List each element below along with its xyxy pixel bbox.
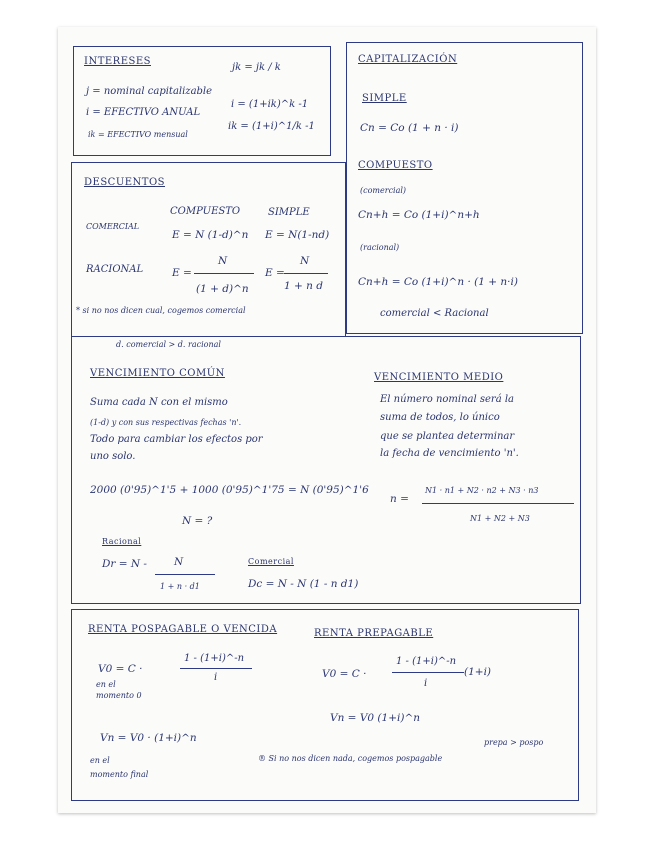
rentas-v0-num: 1 - (1+i)^-n xyxy=(184,653,245,664)
venc-medio-line-2: suma de todos, lo único xyxy=(380,412,500,423)
rentas-pre-vn-formula: Vn = V0 (1+i)^n xyxy=(330,712,421,724)
capitalizacion-racional-label: (racional) xyxy=(360,243,400,252)
rentas-pre-v0-den: i xyxy=(424,678,428,689)
capitalizacion-comercial-formula: Cn+h = Co (1+i)^n+h xyxy=(358,209,480,221)
descuentos-comercial-simple: E = N(1-nd) xyxy=(265,229,330,241)
rentas-vn-formula: Vn = V0 · (1+i)^n xyxy=(100,732,197,744)
intereses-formula-2: ik = (1+i)^1/k -1 xyxy=(228,121,315,132)
capitalizacion-title: CAPITALIZACIÓN xyxy=(358,54,458,65)
venc-comun-racional-lhs: Dr = N - xyxy=(102,558,147,570)
venc-comun-n-question: N = ? xyxy=(182,515,213,527)
rentas-vn-note-2: momento final xyxy=(90,770,149,779)
venc-medio-denominator: N1 + N2 + N3 xyxy=(470,514,530,523)
intereses-line-3: ik = EFECTIVO mensual xyxy=(88,130,188,139)
venc-comun-racional-heading: Racional xyxy=(102,537,142,546)
rentas-pospagable-title: RENTA POSPAGABLE O VENCIDA xyxy=(88,624,278,635)
intereses-line-1: j = nominal capitalizable xyxy=(86,86,213,97)
venc-medio-line-1: El número nominal será la xyxy=(380,394,514,405)
rentas-note: ® Si no nos dicen nada, cogemos pospagable xyxy=(258,754,443,763)
capitalizacion-simple-formula: Cn = Co (1 + n · i) xyxy=(360,122,459,134)
descuentos-col-simple: SIMPLE xyxy=(268,207,310,218)
venc-medio-line-4: la fecha de vencimiento 'n'. xyxy=(380,448,519,459)
venc-medio-title: VENCIMIENTO MEDIO xyxy=(374,372,504,383)
descuentos-compare: d. comercial > d. racional xyxy=(116,340,221,349)
rentas-v0-den: i xyxy=(214,672,218,683)
rentas-pre-v0-bar xyxy=(392,672,464,673)
descuentos-racional-compuesto-den: (1 + d)^n xyxy=(196,283,249,295)
rentas-v0-bar xyxy=(180,668,252,669)
rentas-pre-v0-lhs: V0 = C · xyxy=(322,668,367,680)
venc-medio-line-3: que se plantea determinar xyxy=(380,431,515,442)
intereses-formula-top: jk = jk / k xyxy=(232,62,281,73)
venc-comun-comercial-heading: Comercial xyxy=(248,557,294,566)
descuentos-racional-compuesto-num: N xyxy=(218,255,228,267)
descuentos-racional-simple-den: 1 + n d xyxy=(284,280,323,292)
descuentos-col-compuesto: COMPUESTO xyxy=(170,206,241,217)
venc-medio-bar xyxy=(422,503,574,504)
intereses-line-2: i = EFECTIVO ANUAL xyxy=(86,107,201,118)
venc-comun-comercial-formula: Dc = N - N (1 - n d1) xyxy=(248,578,359,590)
venc-comun-line-2: (1-d) y con sus respectivas fechas 'n'. xyxy=(90,418,242,427)
descuentos-racional-simple-lhs: E = xyxy=(265,267,285,279)
capitalizacion-compare: comercial < Racional xyxy=(380,308,489,319)
venc-comun-line-4: uno solo. xyxy=(90,451,136,462)
venc-comun-line-1: Suma cada N con el mismo xyxy=(90,397,228,408)
venc-medio-lhs: n = xyxy=(390,493,409,505)
rentas-pre-v0-num: 1 - (1+i)^-n xyxy=(396,656,457,667)
descuentos-comercial-compuesto: E = N (1-d)^n xyxy=(172,229,249,241)
capitalizacion-compuesto-heading: COMPUESTO xyxy=(358,160,433,171)
rentas-vn-note-1: en el xyxy=(90,756,110,765)
venc-comun-racional-num: N xyxy=(174,556,184,568)
descuentos-racional-compuesto-lhs: E = xyxy=(172,267,192,279)
descuentos-racional-compuesto-bar xyxy=(194,273,254,274)
descuentos-title: DESCUENTOS xyxy=(84,177,166,188)
rentas-prepagable-title: RENTA PREPAGABLE xyxy=(314,628,434,639)
capitalizacion-simple-heading: SIMPLE xyxy=(362,93,407,104)
venc-comun-line-3: Todo para cambiar los efectos por xyxy=(90,434,263,445)
intereses-title: INTERESES xyxy=(84,56,151,67)
intereses-formula-1: i = (1+ik)^k -1 xyxy=(231,99,309,110)
rentas-pre-v0-tail: (1+i) xyxy=(464,666,492,678)
venc-comun-equation: 2000 (0'95)^1'5 + 1000 (0'95)^1'75 = N (0'95)^1'6 xyxy=(90,484,369,496)
venc-comun-racional-den: 1 + n · d1 xyxy=(160,582,200,591)
descuentos-racional-simple-num: N xyxy=(300,255,310,267)
rentas-v0-lhs: V0 = C · xyxy=(98,663,143,675)
venc-comun-racional-bar xyxy=(155,574,215,575)
venc-medio-numerator: N1 · n1 + N2 · n2 + N3 · n3 xyxy=(425,486,539,495)
descuentos-row-comercial: COMERCIAL xyxy=(86,222,140,231)
capitalizacion-racional-formula: Cn+h = Co (1+i)^n · (1 + n·i) xyxy=(358,276,518,288)
rentas-v0-note-2: momento 0 xyxy=(96,691,142,700)
descuentos-row-racional: RACIONAL xyxy=(86,264,144,275)
venc-comun-title: VENCIMIENTO COMÚN xyxy=(90,368,225,379)
descuentos-note: * si no nos dicen cual, cogemos comercial xyxy=(76,306,246,315)
capitalizacion-comercial-label: (comercial) xyxy=(360,186,407,195)
descuentos-racional-simple-bar xyxy=(284,273,328,274)
rentas-v0-note-1: en el xyxy=(96,680,116,689)
rentas-compare: prepa > pospo xyxy=(484,738,544,747)
